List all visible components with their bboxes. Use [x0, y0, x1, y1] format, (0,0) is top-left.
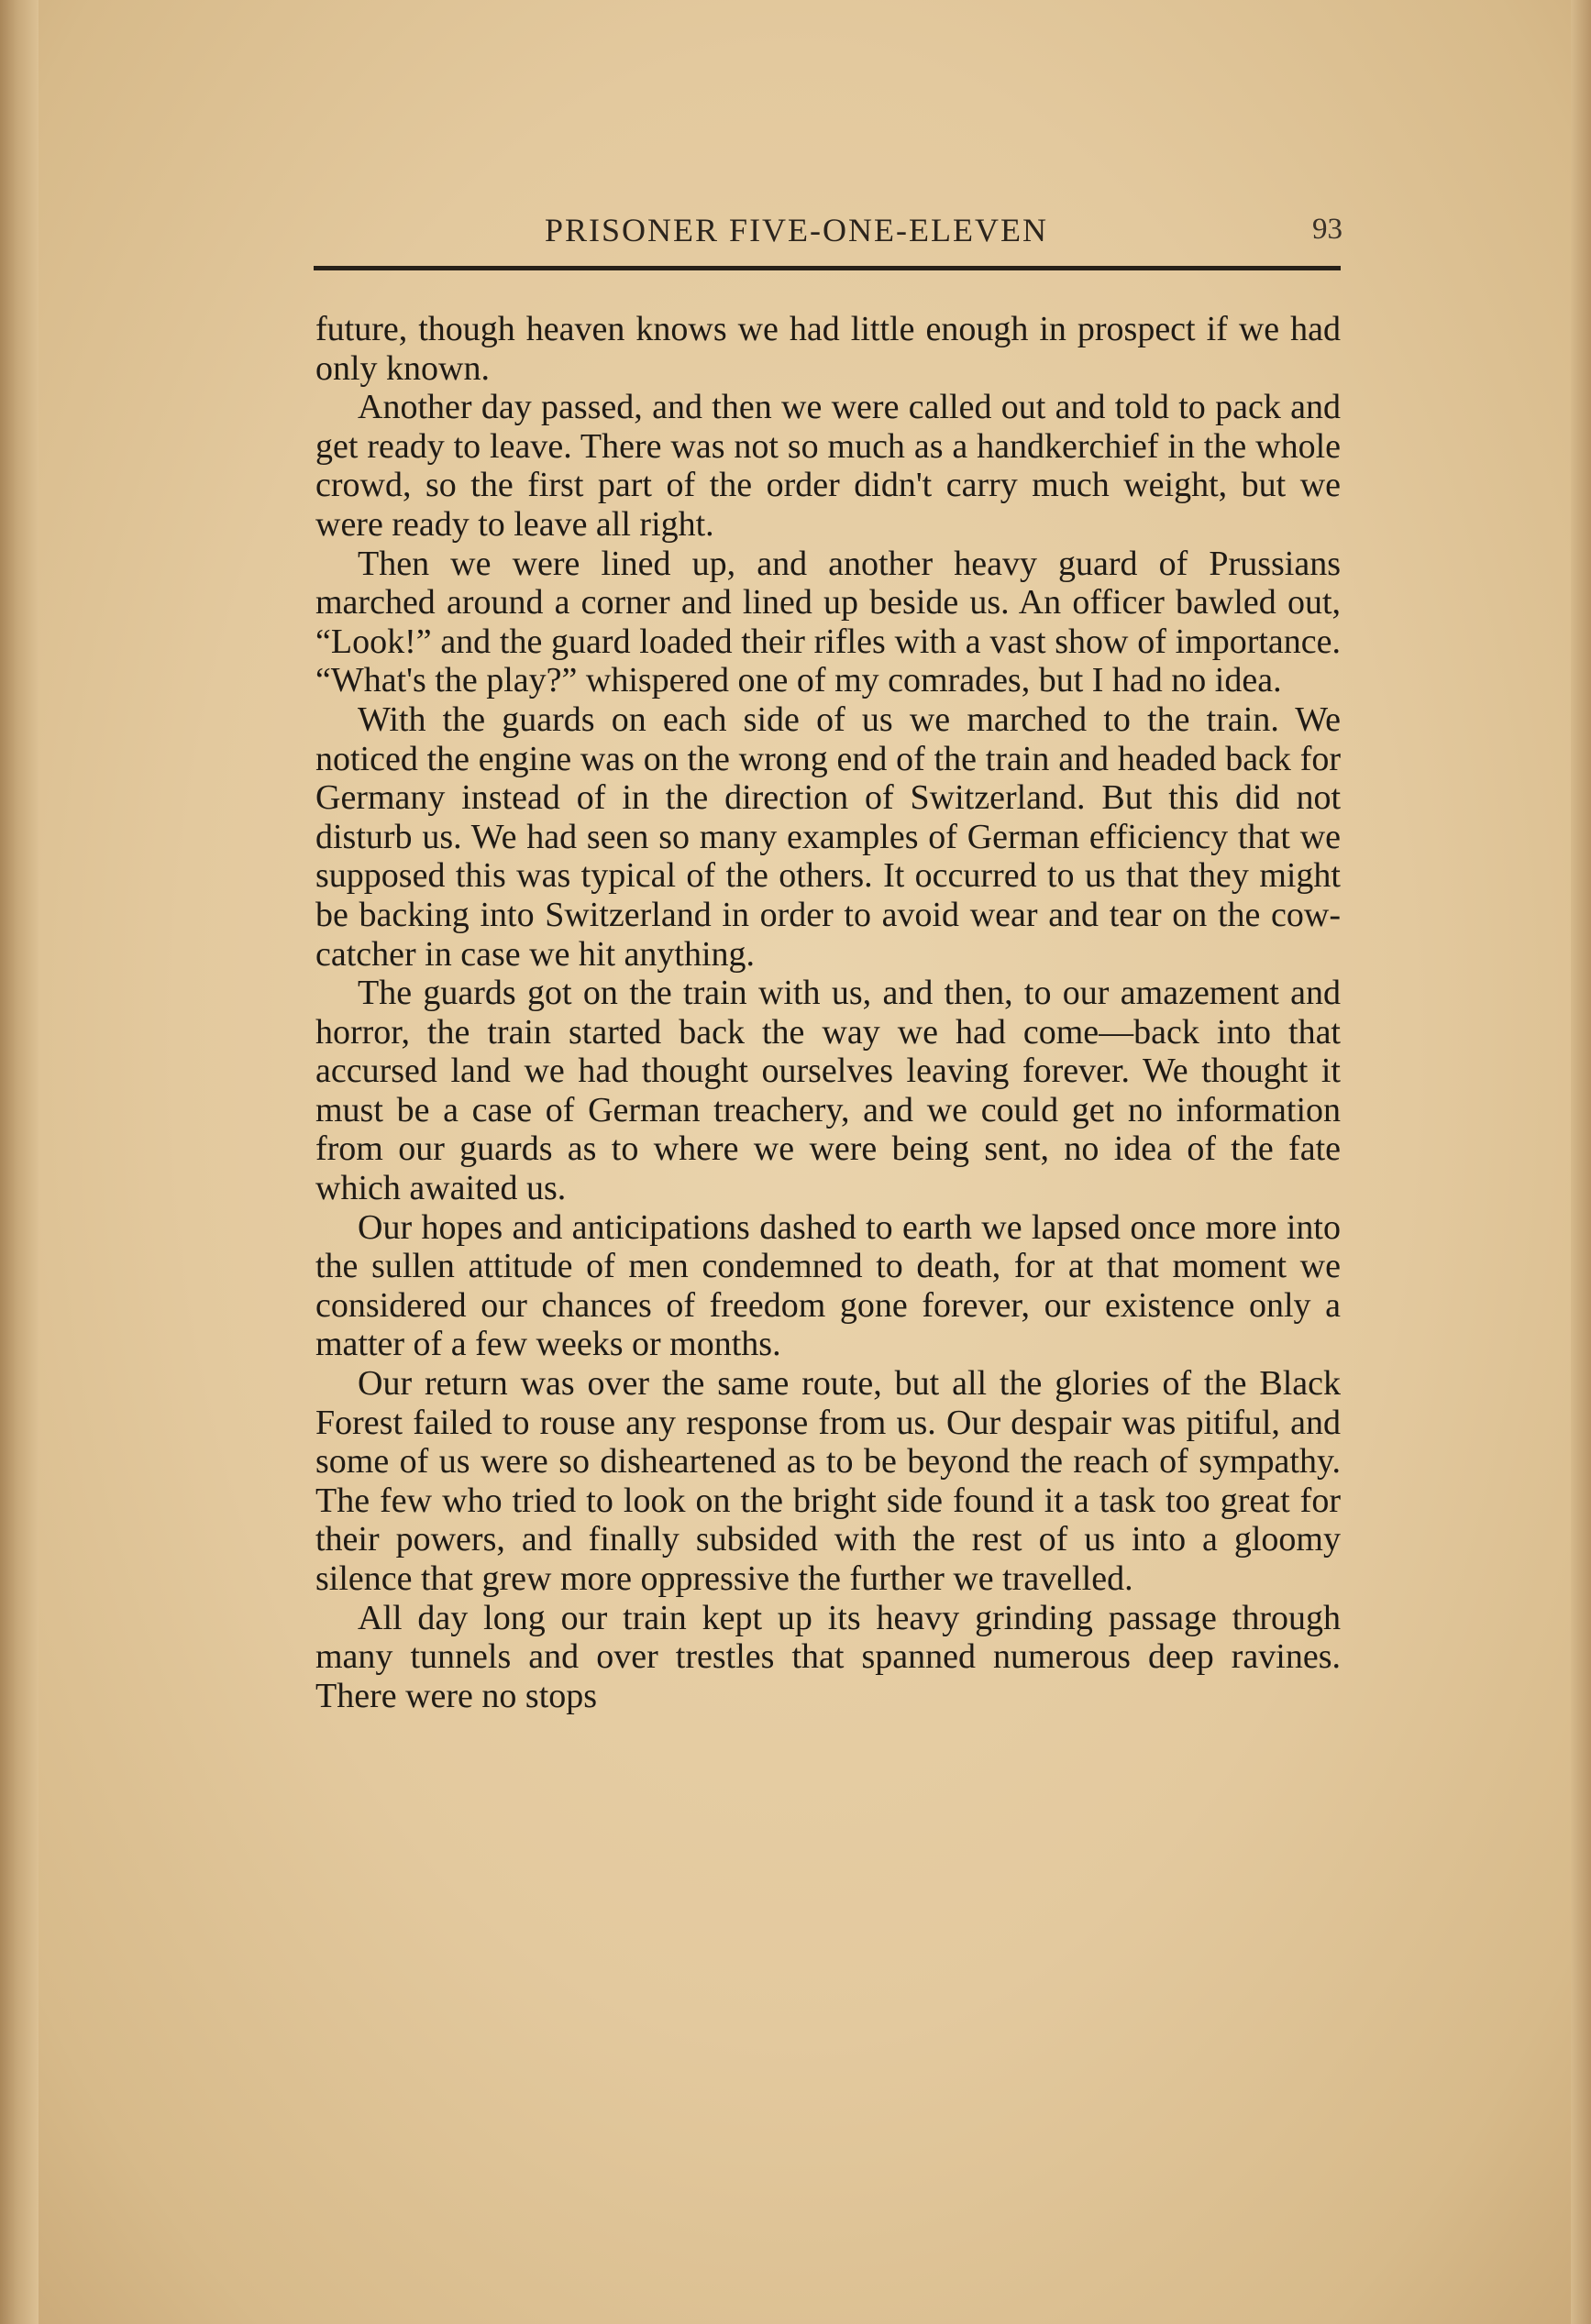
paragraph: future, though heaven knows we had little enough in prospect if we had only known.	[315, 310, 1341, 388]
paragraph: Another day passed, and then we were called out and told to pack and get ready to leave. There was not so much as a handkerchief in the whole crowd, so the first part of the order didn't carry much weight, but we were ready to leave all right.	[315, 388, 1341, 544]
running-head	[315, 204, 1342, 268]
paragraph: Then we were lined up, and another heavy guard of Prussians marched around a corner and lined up beside us. An officer bawled out, “Look!” and the guard loaded their rifles with a vast show of importance. “What's the play?” whispered one of my comrades, but I had no idea.	[315, 544, 1341, 700]
body-text	[315, 310, 1341, 2143]
page-gutter	[0, 0, 39, 2324]
paragraph: Our hopes and anticipations dashed to earth we lapsed once more into the sullen attitude of men condemned to death, for at that moment we considered our chances of freedom gone forever, our existence only a matter of a few weeks or months.	[315, 1207, 1341, 1364]
page-number: 93	[1312, 213, 1342, 246]
running-title: PRISONER FIVE-ONE-ELEVEN	[545, 212, 1048, 248]
paragraph: All day long our train kept up its heavy grinding passage through many tunnels and over trestles that spanned numerous deep ravines. There were no stops	[315, 1598, 1341, 1715]
paragraph: With the guards on each side of us we marched to the train. We noticed the engine was on the wrong end of the train and headed back for Germany instead of in the direction of Switzerland. But this did not disturb us. We had seen so many examples of German efficiency that we supposed this was typical of the others. It occurred to us that they might be backing into Switzerland in order to avoid wear and tear on the cow-catcher in case we hit anything.	[315, 699, 1341, 974]
paragraph: Our return was over the same route, but all the glories of the Black Forest failed to rouse any response from us. Our despair was pitiful, and some of us were so disheartened as to be beyond the reach of sympathy. The few who tried to look on the bright side found it a task too great for their powers, and finally subsided with the rest of us into a gloomy silence that grew more oppressive the further we travelled.	[315, 1364, 1341, 1598]
header-rule	[314, 266, 1341, 270]
page-edge	[1571, 0, 1591, 2324]
paragraph: The guards got on the train with us, and then, to our amazement and horror, the train started back the way we had come—back into that accursed land we had thought ourselves leaving forever. We thought it must be a case of German treachery, and we could get no information from our guards as to where we were being sent, no idea of the fate which awaited us.	[315, 974, 1341, 1208]
